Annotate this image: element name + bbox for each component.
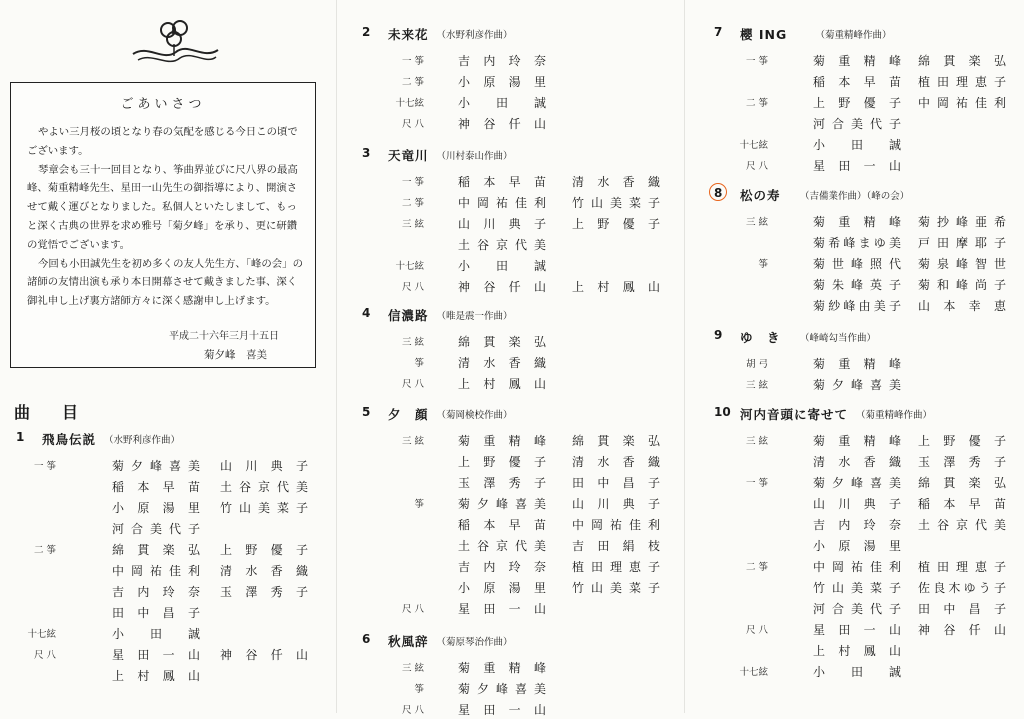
instrument-label: 十七絃 [739, 140, 768, 151]
performer-name: 中岡祐佳利 [458, 196, 546, 210]
middle-column [342, 0, 677, 717]
performer-row [0, 562, 330, 580]
piece-header [690, 25, 1024, 45]
instrument-label: 二 筝 [401, 198, 424, 209]
performer-name: 玉澤秀子 [220, 585, 308, 599]
performer-name: 菊夕峰喜美 [813, 476, 901, 490]
piece-title: 河内音頭に寄せて [740, 407, 849, 422]
performer-row [690, 355, 1024, 373]
instrument-label: 十七絃 [395, 98, 424, 109]
performer-name: 菊夕峰喜美 [458, 497, 546, 511]
performer-name: 清水香織 [458, 356, 546, 370]
piece-header [690, 186, 1024, 206]
performer-name: 菊重精峰 [813, 215, 901, 229]
performer-row [342, 680, 677, 698]
performer-row [342, 115, 677, 133]
performer-name: 佐良木ゆう子 [918, 581, 1006, 595]
performer-name: 玉澤秀子 [458, 476, 546, 490]
instrument-label: 尺 八 [401, 705, 424, 716]
performer-name: 上村鳳山 [112, 669, 200, 683]
performer-name: 稲本早苗 [458, 175, 546, 189]
performer-name: 河合美代子 [112, 522, 200, 536]
performer-row [342, 236, 677, 254]
greeting-signature: 菊夕峰 喜美 [204, 349, 267, 361]
performer-name: 河合美代子 [813, 602, 901, 616]
performer-name: 小原湯里 [458, 75, 546, 89]
performer-name: 吉内玲奈 [458, 54, 546, 68]
performer-name: 土谷京代美 [458, 238, 546, 252]
performer-row [690, 453, 1024, 471]
piece-composer: （水野利彦作曲） [436, 30, 513, 41]
performer-name: 神谷仟山 [918, 623, 1006, 637]
instrument-label: 三 絃 [745, 380, 768, 391]
performer-name: 田中昌子 [572, 476, 660, 490]
performer-row [342, 453, 677, 471]
piece-number: 5 [362, 405, 371, 419]
performer-row [690, 94, 1024, 112]
greeting-paragraph: 今回も小田誠先生を初め多くの友人先生方、「峰の会」の諸師の友情出演も承り本日開幕させて戴きました事、深く御礼申し上げ裏方諸師方々に深く感謝申し上げます。 [27, 257, 303, 308]
piece-header [690, 328, 1024, 348]
performer-name: 星田一山 [458, 602, 546, 616]
performer-row [690, 537, 1024, 555]
performer-name: 小原湯里 [813, 539, 901, 553]
performer-name: 菊重精峰 [813, 434, 901, 448]
performer-name: 山川典子 [572, 497, 660, 511]
piece-number: 4 [362, 306, 371, 320]
greeting-date: 平成二十六年三月十五日 [169, 331, 279, 342]
instrument-label: 二 筝 [401, 77, 424, 88]
instrument-label: 一 筝 [33, 461, 56, 472]
performer-row [690, 376, 1024, 394]
instrument-label: 尺 八 [401, 379, 424, 390]
performer-row [0, 499, 330, 517]
performer-name: 中岡祐佳利 [918, 96, 1006, 110]
performer-name: 山本幸恵 [918, 299, 1006, 313]
performer-row [342, 701, 677, 719]
instrument-label: 一 筝 [401, 177, 424, 188]
performer-name: 神谷仟山 [458, 280, 546, 294]
piece-composer: （菊原琴治作曲） [436, 637, 513, 648]
piece-title: 櫻 ING [740, 27, 788, 42]
performer-name: 菊重精峰 [813, 54, 901, 68]
instrument-label: 筝 [414, 358, 424, 369]
piece-title: ゆ き [740, 330, 781, 345]
performer-name: 田中昌子 [918, 602, 1006, 616]
piece-title: 未来花 [388, 27, 429, 42]
performer-name: 吉内玲奈 [458, 560, 546, 574]
program-heading: 曲 目 [14, 403, 87, 422]
instrument-label: 二 筝 [33, 545, 56, 556]
performer-row [342, 432, 677, 450]
greeting-paragraph: やよい三月桜の頃となり春の気配を感じる今日この頃でございます。 [27, 126, 298, 157]
performer-name: 菊紗峰由美子 [813, 299, 901, 313]
performer-name: 綿貫楽弘 [918, 54, 1006, 68]
performer-row [342, 215, 677, 233]
instrument-label: 二 筝 [745, 98, 768, 109]
performer-name: 上野優子 [458, 455, 546, 469]
instrument-label: 十七絃 [395, 261, 424, 272]
instrument-label: 一 筝 [401, 56, 424, 67]
performer-name: 玉澤秀子 [918, 455, 1006, 469]
piece-header [342, 306, 677, 326]
performer-row [342, 194, 677, 212]
instrument-label: 三 絃 [401, 219, 424, 230]
performer-name: 吉田絹枝 [572, 539, 660, 553]
performer-name: 竹山美菜子 [572, 196, 660, 210]
performer-name: 中岡祐佳利 [112, 564, 200, 578]
performer-name: 上村鳳山 [813, 644, 901, 658]
performer-row [690, 234, 1024, 252]
piece-header [342, 405, 677, 425]
performer-row [690, 495, 1024, 513]
instrument-label: 二 筝 [745, 562, 768, 573]
performer-name: 菊重精峰 [813, 357, 901, 371]
performer-row [690, 297, 1024, 315]
performer-name: 小田誠 [813, 138, 901, 152]
performer-row [342, 558, 677, 576]
performer-row [342, 278, 677, 296]
piece-title: 夕 顔 [388, 407, 429, 422]
performer-name: 綿貫楽弘 [112, 543, 200, 557]
performer-name: 小原湯里 [112, 501, 200, 515]
performer-name: 菊和峰尚子 [918, 278, 1006, 292]
piece-header [0, 430, 330, 450]
performer-name: 菊夕峰喜美 [112, 459, 200, 473]
performer-name: 神谷仟山 [220, 648, 308, 662]
performer-row [0, 667, 330, 685]
performer-name: 山川典子 [220, 459, 308, 473]
performer-name: 吉内玲奈 [112, 585, 200, 599]
greeting-paragraph: 琴章会も三十一回目となり、筝曲界並びに尺八界の最高峰、菊重精峰先生、星田一山先生の御指導により、開演させて戴く運びとなりました。私個人といたしまして、もっと深く古典の世界を求め雅号「菊夕峰」を承り、更に研鑽の覚悟でございます。 [27, 163, 298, 251]
performer-row [342, 516, 677, 534]
performer-row [342, 537, 677, 555]
instrument-label: 十七絃 [739, 667, 768, 678]
performer-name: 竹山美菜子 [220, 501, 308, 515]
performer-row [0, 604, 330, 622]
performer-row [342, 375, 677, 393]
right-column [690, 0, 1024, 713]
performer-row [342, 94, 677, 112]
performer-row [0, 457, 330, 475]
performer-name: 上村鳳山 [572, 280, 660, 294]
performer-name: 山川典子 [458, 217, 546, 231]
piece-composer: （吉備業作曲）（峰の会） [800, 191, 910, 202]
performer-name: 稲本早苗 [458, 518, 546, 532]
performer-name: 田中昌子 [112, 606, 200, 620]
performer-row [0, 583, 330, 601]
instrument-label: 筝 [758, 259, 768, 270]
instrument-label: 筝 [414, 684, 424, 695]
performer-row [690, 642, 1024, 660]
performer-name: 土谷京代美 [458, 539, 546, 553]
piece-composer: （水野利彦作曲） [104, 435, 181, 446]
performer-row [690, 73, 1024, 91]
performer-name: 清水香織 [220, 564, 308, 578]
performer-row [0, 541, 330, 559]
performer-name: 菊希峰まゆ美 [813, 236, 901, 250]
performer-row [690, 558, 1024, 576]
performer-row [0, 520, 330, 538]
performer-name: 菊泉峰智世 [918, 257, 1006, 271]
performer-row [690, 516, 1024, 534]
performer-row [342, 333, 677, 351]
instrument-label: 尺 八 [401, 282, 424, 293]
performer-row [0, 646, 330, 664]
performer-name: 稲本早苗 [918, 497, 1006, 511]
performer-name: 竹山美菜子 [813, 581, 901, 595]
piece-composer: （菊重精峰作曲） [815, 30, 892, 41]
performer-row [342, 659, 677, 677]
instrument-label: 尺 八 [401, 604, 424, 615]
performer-name: 植田理恵子 [918, 560, 1006, 574]
performer-row [342, 474, 677, 492]
piece-title: 天竜川 [388, 148, 429, 163]
performer-name: 菊重精峰 [458, 661, 546, 675]
piece-composer: （菊重精峰作曲） [856, 410, 933, 421]
performer-name: 上野優子 [813, 96, 901, 110]
performer-row [690, 52, 1024, 70]
instrument-label: 一 筝 [745, 56, 768, 67]
performer-row [342, 52, 677, 70]
instrument-label: 尺 八 [33, 650, 56, 661]
piece-composer: （菊岡検校作曲） [436, 410, 513, 421]
performer-row [342, 73, 677, 91]
piece-header [690, 405, 1024, 425]
performer-name: 河合美代子 [813, 117, 901, 131]
performer-row [690, 213, 1024, 231]
performer-row [690, 621, 1024, 639]
instrument-label: 三 絃 [401, 663, 424, 674]
piece-title: 松の寿 [740, 188, 781, 203]
performer-row [342, 579, 677, 597]
instrument-label: 尺 八 [401, 119, 424, 130]
performer-row [690, 157, 1024, 175]
performer-name: 菊夕峰喜美 [813, 378, 901, 392]
performer-row [690, 432, 1024, 450]
performer-name: 植田理恵子 [572, 560, 660, 574]
piece-number: 9 [714, 328, 723, 342]
performer-row [690, 474, 1024, 492]
performer-name: 上村鳳山 [458, 377, 546, 391]
piece-title: 飛鳥伝説 [42, 432, 97, 447]
performer-name: 清水香織 [572, 175, 660, 189]
performer-row [690, 136, 1024, 154]
piece-composer: （川村泰山作曲） [436, 151, 513, 162]
performer-row [690, 579, 1024, 597]
piece-header [342, 146, 677, 166]
performer-name: 清水香織 [572, 455, 660, 469]
performer-row [690, 663, 1024, 681]
instrument-label: 三 絃 [401, 436, 424, 447]
performer-row [342, 173, 677, 191]
greeting-box [10, 82, 316, 368]
performer-name: 小田誠 [458, 259, 546, 273]
instrument-label: 胡 弓 [745, 359, 768, 370]
performer-name: 山川典子 [813, 497, 901, 511]
instrument-label: 筝 [414, 499, 424, 510]
performer-name: 上野優子 [918, 434, 1006, 448]
performer-name: 植田理恵子 [918, 75, 1006, 89]
performer-name: 菊夕峰喜美 [458, 682, 546, 696]
performer-name: 星田一山 [458, 703, 546, 717]
performer-name: 土谷京代美 [220, 480, 308, 494]
performer-row [342, 600, 677, 618]
performer-name: 土谷京代美 [918, 518, 1006, 532]
piece-number: 2 [362, 25, 371, 39]
performer-name: 綿貫楽弘 [572, 434, 660, 448]
instrument-label: 一 筝 [745, 478, 768, 489]
performer-name: 菊世峰照代 [813, 257, 901, 271]
performer-name: 綿貫楽弘 [918, 476, 1006, 490]
performer-row [342, 495, 677, 513]
performer-row [342, 257, 677, 275]
instrument-label: 三 絃 [745, 436, 768, 447]
performer-name: 小田誠 [458, 96, 546, 110]
performer-row [690, 115, 1024, 133]
performer-name: 菊重精峰 [458, 434, 546, 448]
performer-name: 中岡祐佳利 [813, 560, 901, 574]
piece-composer: （峰崎勾当作曲） [800, 333, 877, 344]
performer-name: 戸田摩耶子 [918, 236, 1006, 250]
performer-name: 星田一山 [112, 648, 200, 662]
performer-name: 星田一山 [813, 159, 901, 173]
piece-number: 1 [16, 430, 25, 444]
piece-title: 秋風辞 [388, 634, 429, 649]
performer-name: 小田誠 [813, 665, 901, 679]
piece-title: 信濃路 [388, 308, 429, 323]
performer-name: 中岡祐佳利 [572, 518, 660, 532]
left-column [0, 0, 330, 713]
instrument-label: 十七絃 [27, 629, 56, 640]
performer-name: 上野優子 [572, 217, 660, 231]
instrument-label: 尺 八 [745, 625, 768, 636]
piece-composer: （唯是震一作曲） [436, 311, 513, 322]
performer-name: 小田誠 [112, 627, 200, 641]
flower-ornament-icon [128, 10, 223, 70]
piece-number: 3 [362, 146, 371, 160]
instrument-label: 三 絃 [401, 337, 424, 348]
performer-name: 上野優子 [220, 543, 308, 557]
instrument-label: 三 絃 [745, 217, 768, 228]
performer-row [0, 625, 330, 643]
piece-number: 6 [362, 632, 371, 646]
piece-number: 10 [714, 405, 731, 419]
performer-name: 稲本早苗 [112, 480, 200, 494]
performer-name: 小原湯里 [458, 581, 546, 595]
performer-name: 吉内玲奈 [813, 518, 901, 532]
performer-row [690, 276, 1024, 294]
performer-name: 清水香織 [813, 455, 901, 469]
performer-name: 神谷仟山 [458, 117, 546, 131]
performer-name: 星田一山 [813, 623, 901, 637]
instrument-label: 尺 八 [745, 161, 768, 172]
performer-row [342, 354, 677, 372]
piece-header [342, 632, 677, 652]
performer-row [690, 600, 1024, 618]
performer-row [690, 255, 1024, 273]
performer-name: 菊朱峰英子 [813, 278, 901, 292]
piece-number: 8 [714, 186, 723, 200]
performer-name: 菊抄峰亜希 [918, 215, 1006, 229]
performer-name: 竹山美菜子 [572, 581, 660, 595]
piece-header [342, 25, 677, 45]
greeting-body [27, 123, 305, 311]
piece-number: 7 [714, 25, 723, 39]
performer-name: 稲本早苗 [813, 75, 901, 89]
performer-row [0, 478, 330, 496]
performer-name: 綿貫楽弘 [458, 335, 546, 349]
greeting-title: ごあいさつ [120, 97, 206, 112]
